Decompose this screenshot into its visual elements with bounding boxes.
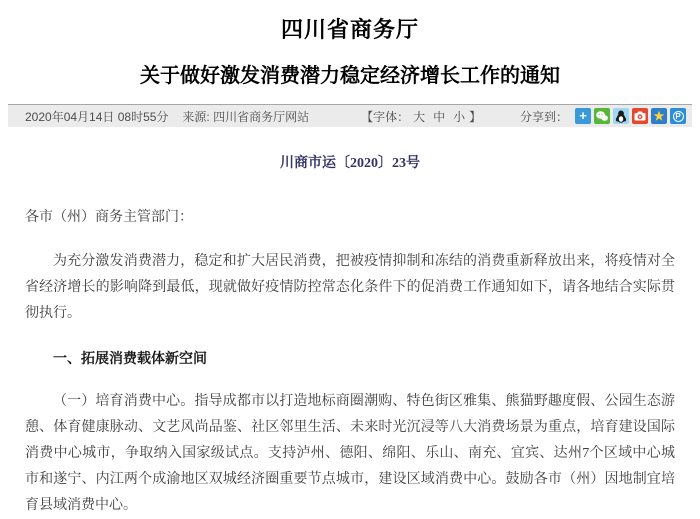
section-1-heading: 一、拓展消费载体新空间 bbox=[53, 350, 207, 366]
qzone-share-icon[interactable]: ★ bbox=[651, 108, 667, 124]
meta-bar bbox=[8, 104, 692, 127]
friend-network-share-icon[interactable]: P bbox=[670, 108, 686, 124]
salutation: 各市（州）商务主管部门： bbox=[25, 210, 193, 225]
article-body bbox=[0, 151, 700, 519]
qq-share-icon[interactable] bbox=[613, 108, 629, 124]
share-label: 分享到： bbox=[519, 109, 568, 124]
font-size-control bbox=[361, 108, 481, 125]
page-title: 关于做好激发消费潜力稳定经济增长工作的通知 bbox=[140, 65, 560, 87]
font-size-small-button[interactable]: 小 bbox=[453, 109, 466, 124]
publish-datetime: 2020年04月14日 08时55分 bbox=[25, 109, 169, 124]
intro-paragraph: 为充分激发消费潜力，稳定和扩大居民消费，把被疫情抑制和冻结的消费重新释放出来，将疫情对全省经济增长的影响降到最低，现就做好疫情防控常态化条件下的促消费工作通知如下，请各地结合实际贯彻执行。 bbox=[25, 254, 675, 321]
share-bar bbox=[520, 108, 686, 125]
org-title: 四川省商务厅 bbox=[280, 17, 419, 42]
weibo-share-icon[interactable] bbox=[632, 108, 648, 124]
source-label: 来源: 四川省商务厅网站 bbox=[182, 109, 310, 124]
article-header bbox=[0, 0, 700, 88]
doc-number: 川商市运〔2020〕23号 bbox=[280, 156, 420, 171]
share-more-icon[interactable]: + bbox=[575, 108, 591, 124]
section-1-paragraph-1: （一）培育消费中心。指导成都市以打造地标商圈潮购、特色街区雅集、熊猫野趣度假、公园生态游憩、体育健康脉动、文艺风尚品鉴、社区邻里生活、未来时光沉浸等八大消费场景为重点，培育建设国际消费中心城市，争取纳入国家级试点。支持泸州、德阳、绵阳、乐山、南充、宜宾、达州7个区域中心城市和遂宁、内江两个成渝地区双城经济圈重要节点城市，建设区域消费中心。鼓励各市（州）因地制宜培育县域消费中心。 bbox=[25, 394, 675, 513]
font-size-large-button[interactable]: 大 bbox=[413, 109, 426, 124]
font-size-bracket-close: 】 bbox=[469, 109, 482, 124]
font-size-medium-button[interactable]: 中 bbox=[433, 109, 446, 124]
wechat-share-icon[interactable] bbox=[594, 108, 610, 124]
font-size-bracket-open: 【字体： bbox=[361, 109, 410, 124]
